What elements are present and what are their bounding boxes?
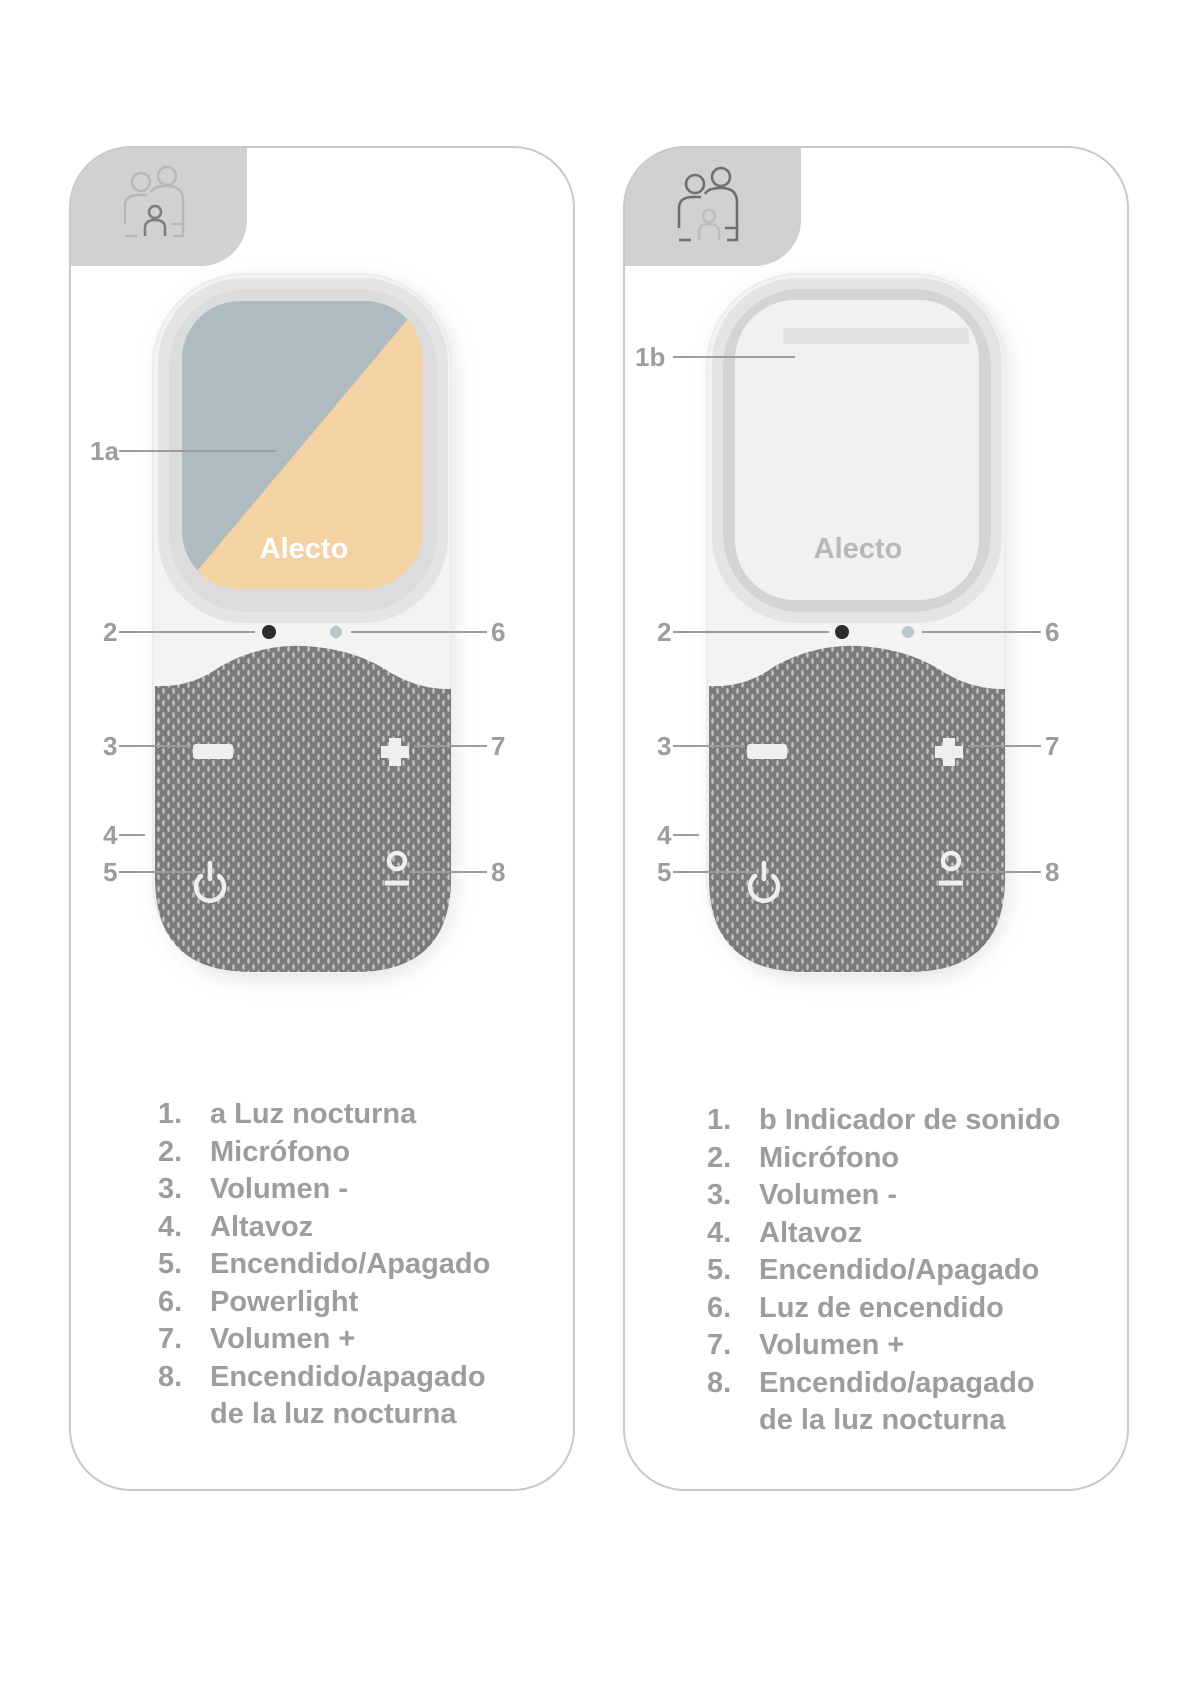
- legend-item: 4. Altavoz: [158, 1210, 314, 1243]
- baby-monitor-illustration: [71, 148, 575, 1208]
- sound-indicator-bar: [783, 328, 969, 344]
- legend-item: 3. Volumen -: [707, 1179, 898, 1211]
- callout-4: 4: [103, 820, 118, 850]
- callout-5: 5: [103, 857, 118, 887]
- legend-item: 5. Encendido/Apagado: [707, 1254, 1040, 1286]
- powerlight-dot: [330, 626, 342, 638]
- legend-item: 4. Altavoz: [707, 1216, 863, 1249]
- callout-7: 7: [1045, 731, 1060, 761]
- callout-1a: 1a: [90, 436, 119, 466]
- legend-item: 6. Powerlight: [158, 1285, 359, 1318]
- legend-item: 2. Micrófono: [707, 1141, 900, 1174]
- legend-item: 8. Encendido/apagado: [158, 1360, 486, 1393]
- legend-item: 6. Luz de encendido: [707, 1291, 1004, 1324]
- alecto-logo: Alecto: [259, 533, 349, 565]
- legend-item: 2. Micrófono: [158, 1135, 351, 1168]
- legend-item-continuation: de la luz nocturna: [210, 1398, 457, 1430]
- volume-minus-icon[interactable]: [193, 744, 233, 759]
- legend-item: 1. b Indicador de sonido: [707, 1104, 1061, 1136]
- speaker-grille: [709, 646, 1005, 972]
- microphone-dot: [835, 625, 849, 639]
- legend-item-continuation: de la luz nocturna: [759, 1404, 1006, 1436]
- callout-4: 4: [657, 820, 672, 850]
- legend-item: 5. Encendido/Apagado: [158, 1248, 491, 1280]
- legend-item: 7. Volumen +: [158, 1323, 356, 1355]
- legend-item: 7. Volumen +: [707, 1329, 905, 1361]
- callout-6: 6: [1045, 617, 1060, 647]
- baby-unit-panel: [623, 146, 1129, 1491]
- microphone-dot: [262, 625, 276, 639]
- callout-8: 8: [1045, 857, 1060, 887]
- callout-8: 8: [491, 857, 506, 887]
- powerlight-dot: [902, 626, 914, 638]
- volume-minus-icon[interactable]: [747, 744, 787, 759]
- legend-item: 3. Volumen -: [158, 1173, 349, 1205]
- baby-monitor-illustration: [625, 148, 1129, 1208]
- callout-5: 5: [657, 857, 672, 887]
- parts-legend: [158, 1096, 490, 1434]
- callout-6: 6: [491, 617, 506, 647]
- callout-1b: 1b: [635, 342, 666, 372]
- callout-2: 2: [657, 617, 672, 647]
- callout-7: 7: [491, 731, 506, 761]
- callout-3: 3: [657, 731, 672, 761]
- parent-unit-panel: [69, 146, 575, 1491]
- parts-legend: [707, 1102, 1060, 1440]
- legend-item: 1. a Luz nocturna: [158, 1098, 417, 1130]
- alecto-logo: Alecto: [813, 533, 903, 565]
- speaker-grille: [155, 646, 451, 972]
- callout-2: 2: [103, 617, 118, 647]
- legend-item: 8. Encendido/apagado: [707, 1366, 1035, 1399]
- callout-3: 3: [103, 731, 118, 761]
